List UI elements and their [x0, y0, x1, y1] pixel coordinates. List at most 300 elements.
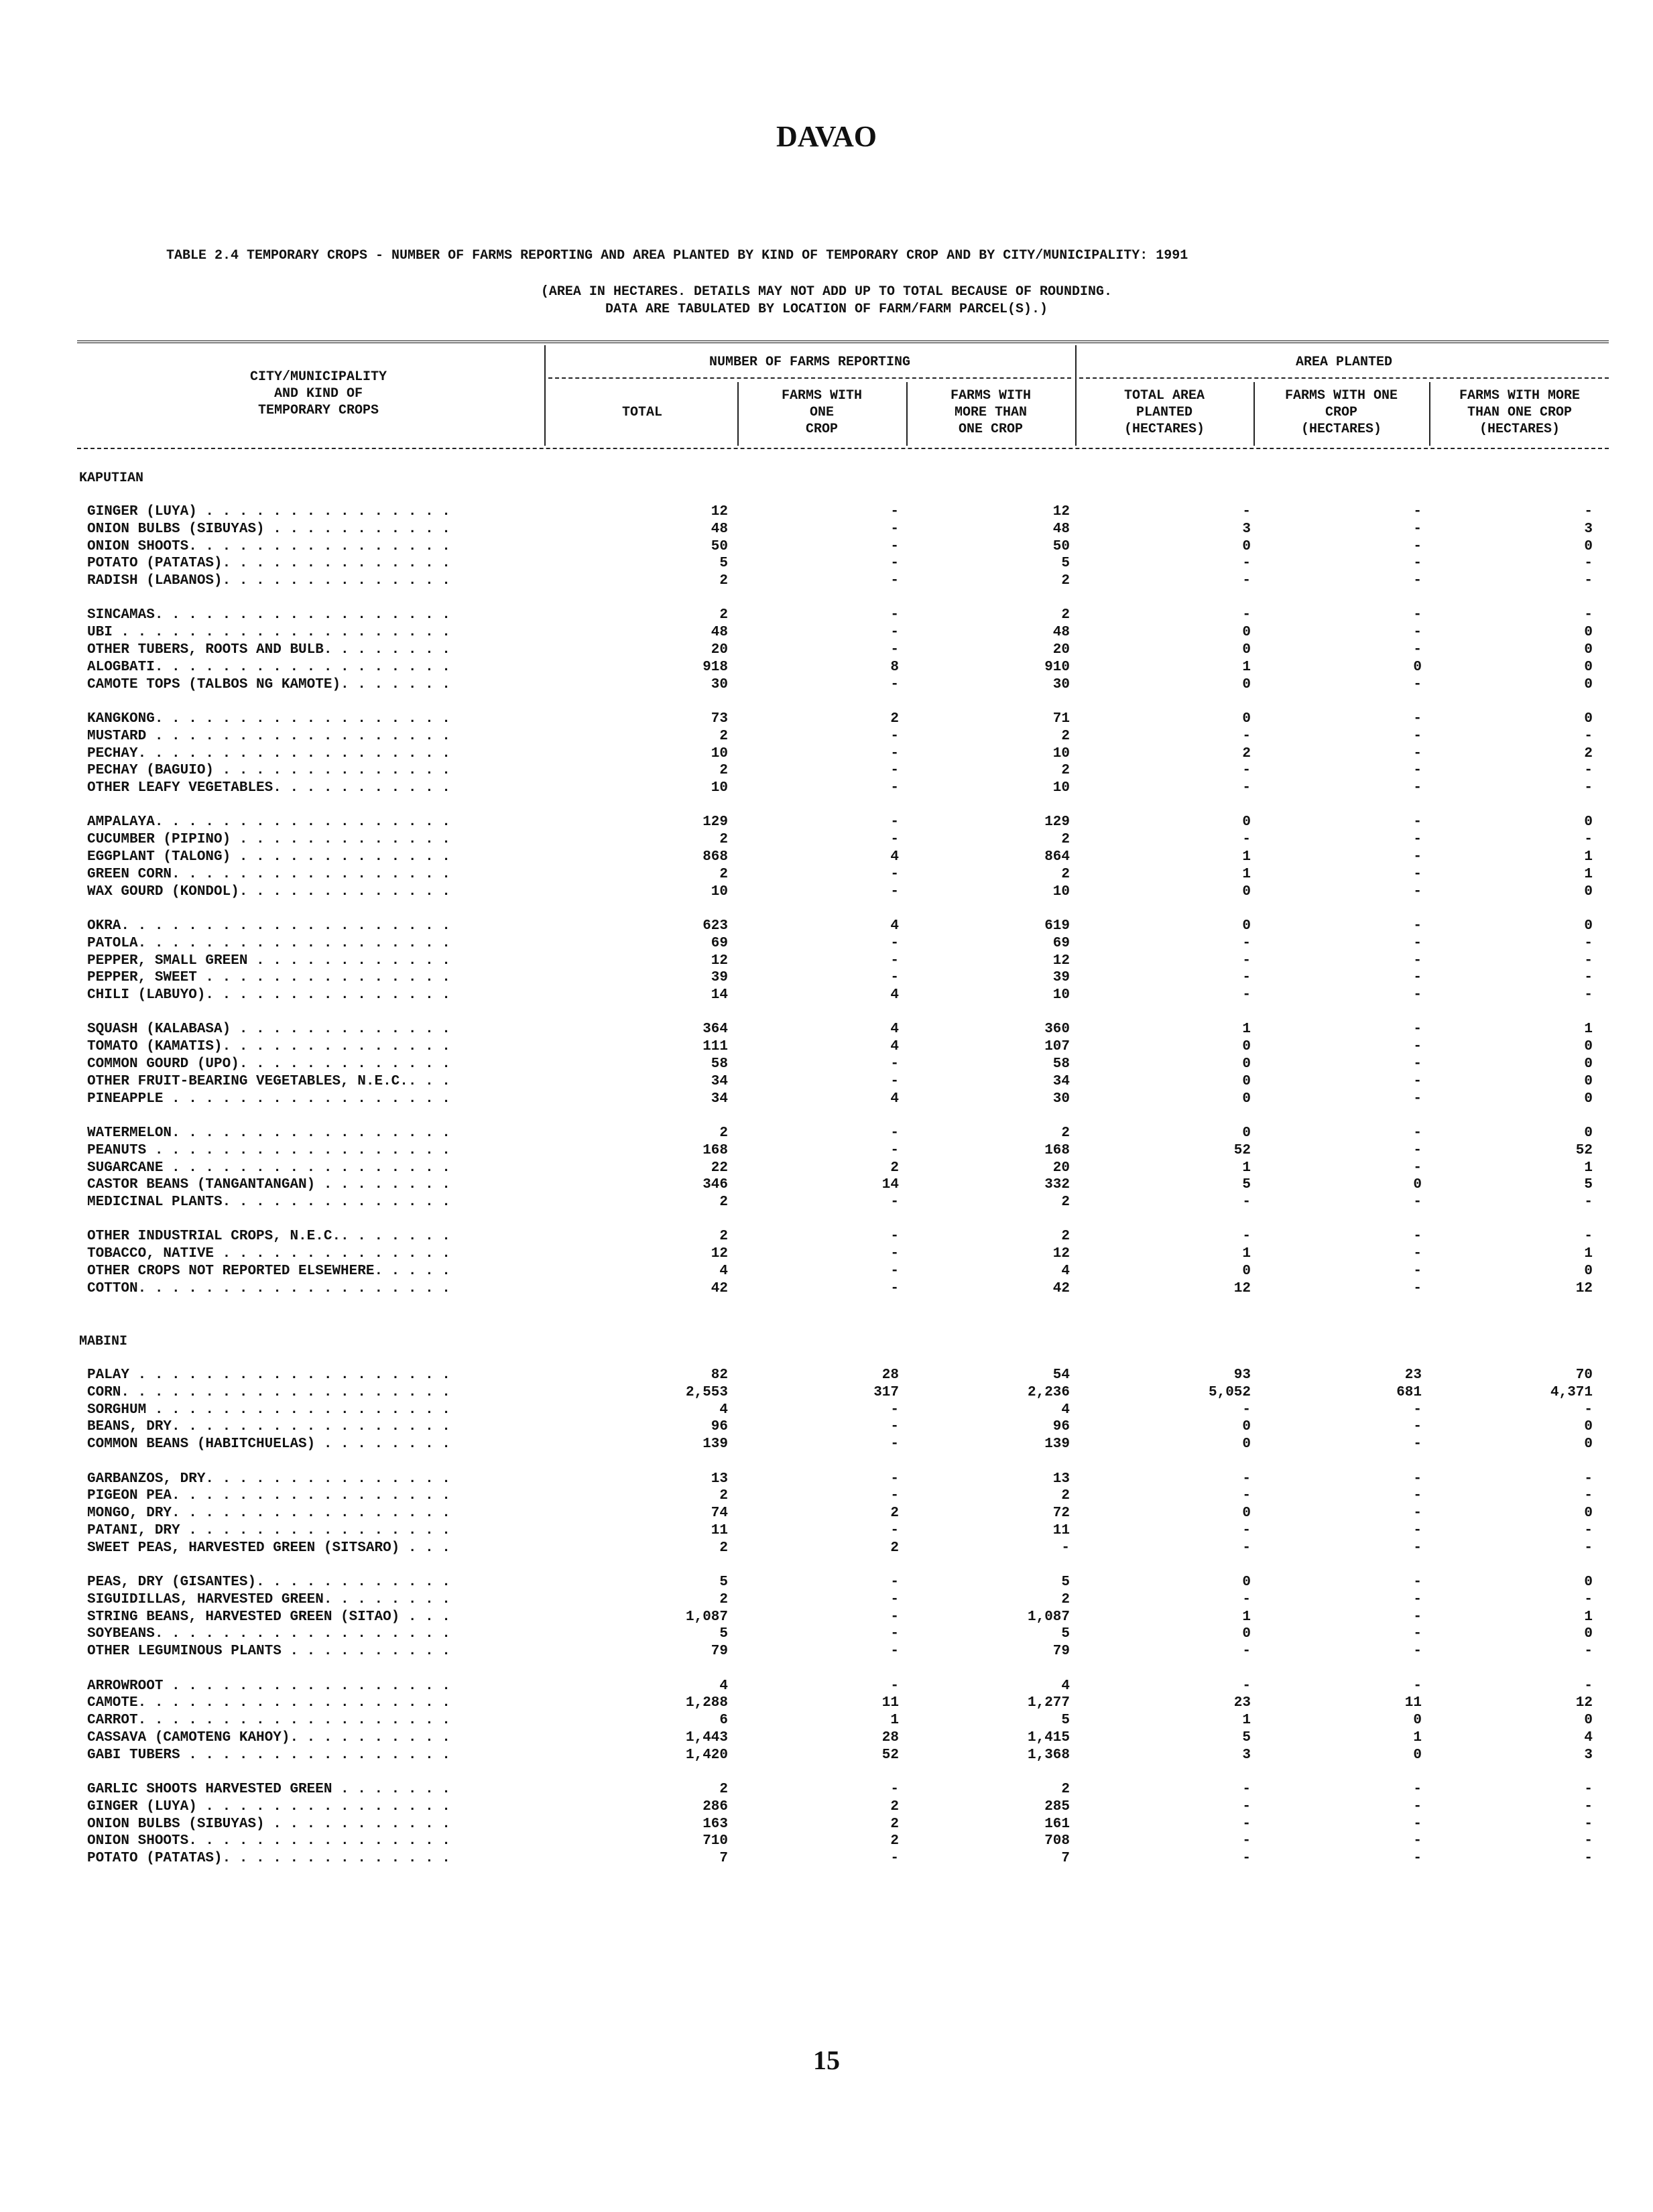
farms-more-cell: 1,277	[1027, 1695, 1070, 1711]
farms-more-cell: 4	[1061, 1402, 1070, 1418]
area-one-cell: -	[1413, 573, 1422, 589]
farms-more-cell: 2	[1061, 573, 1070, 589]
table-row	[0, 832, 1653, 849]
area-one-cell: -	[1413, 1609, 1422, 1625]
area-more-cell: 0	[1584, 642, 1593, 658]
crop-name: OTHER TUBERS, ROOTS AND BULB. . . . . . . .	[87, 642, 450, 658]
farms-more-cell: 2	[1061, 1592, 1070, 1607]
area-one-cell: -	[1413, 746, 1422, 761]
area-one-cell: -	[1413, 1160, 1422, 1176]
table-row	[0, 1747, 1653, 1765]
area-one-cell: -	[1413, 1575, 1422, 1590]
area-more-cell: 0	[1584, 1436, 1593, 1452]
table-row	[0, 780, 1653, 798]
area-total-cell: -	[1242, 1229, 1251, 1244]
area-more-cell: 1	[1584, 867, 1593, 882]
table-row	[0, 1506, 1653, 1523]
farms-more-cell: 2	[1061, 832, 1070, 847]
crop-name: ONION SHOOTS. . . . . . . . . . . . . . . .	[87, 1833, 450, 1849]
table-note-line1: (AREA IN HECTARES. DETAILS MAY NOT ADD UP TO TOTAL BECAUSE OF ROUNDING.	[540, 284, 1113, 300]
crop-name: PECHAY (BAGUIO) . . . . . . . . . . . . . .	[87, 763, 450, 778]
total-cell: 918	[702, 660, 728, 675]
area-total-cell: -	[1242, 1471, 1251, 1487]
crop-name: OKRA. . . . . . . . . . . . . . . . . . . .	[87, 918, 450, 934]
table-row	[0, 729, 1653, 746]
table-row	[0, 884, 1653, 902]
area-total-cell: 3	[1242, 1747, 1251, 1763]
farms-more-cell: 285	[1044, 1799, 1070, 1815]
crop-name: AMPALAYA. . . . . . . . . . . . . . . . . .	[87, 814, 450, 830]
area-more-cell: 0	[1584, 1419, 1593, 1434]
crop-name: MONGO, DRY. . . . . . . . . . . . . . . . .	[87, 1506, 450, 1521]
total-header: TOTAL	[621, 405, 662, 420]
farms-more-cell: 58	[1052, 1056, 1070, 1072]
area-more-cell: 12	[1575, 1281, 1593, 1296]
table-row	[0, 573, 1653, 591]
area-more-cell: -	[1584, 1523, 1593, 1538]
area-more-cell: -	[1584, 1194, 1593, 1210]
farms-one-cell: -	[890, 970, 899, 985]
crop-name: GARLIC SHOOTS HARVESTED GREEN . . . . . . .	[87, 1782, 450, 1797]
total-cell: 7	[719, 1851, 728, 1866]
total-cell: 2	[719, 729, 728, 744]
header-top-rule	[77, 341, 1609, 343]
area-total-cell: 5	[1242, 1730, 1251, 1745]
area-more-cell: 0	[1584, 1056, 1593, 1072]
total-cell: 10	[711, 884, 728, 900]
area-more-cell: 5	[1584, 1177, 1593, 1192]
area-more-cell: -	[1584, 1471, 1593, 1487]
farms-more-cell: 12	[1052, 504, 1070, 519]
farms-one-cell: -	[890, 504, 899, 519]
farms-one-cell: -	[890, 1523, 899, 1538]
total-cell: 346	[702, 1177, 728, 1192]
farms-one-cell: -	[890, 1575, 899, 1590]
area-more-cell: -	[1584, 832, 1593, 847]
farms-one-header: FARMS WITH ONE CROP	[781, 388, 863, 437]
area-more-cell: -	[1584, 607, 1593, 623]
total-cell: 710	[702, 1833, 728, 1849]
area-more-cell: -	[1584, 1678, 1593, 1694]
area-one-cell: -	[1413, 625, 1422, 640]
total-cell: 2	[719, 763, 728, 778]
area-one-cell: 0	[1413, 1177, 1422, 1192]
crop-name: ONION SHOOTS. . . . . . . . . . . . . . . .	[87, 539, 450, 554]
area-one-cell: 681	[1396, 1385, 1422, 1400]
crop-name: PEPPER, SMALL GREEN . . . . . . . . . . . .	[87, 953, 450, 969]
area-one-cell: -	[1413, 1039, 1422, 1054]
area-more-cell: -	[1584, 556, 1593, 571]
farms-one-cell: -	[890, 1056, 899, 1072]
farms-one-cell: -	[890, 607, 899, 623]
area-total-cell: 0	[1242, 1091, 1251, 1107]
farms-one-cell: -	[890, 832, 899, 847]
total-cell: 2	[719, 1488, 728, 1503]
area-more-cell: 0	[1584, 1575, 1593, 1590]
farms-one-cell: -	[890, 1644, 899, 1659]
area-one-cell: -	[1413, 1626, 1422, 1642]
area-one-cell: 23	[1404, 1367, 1422, 1383]
area-one-cell: -	[1413, 504, 1422, 519]
table-row	[0, 867, 1653, 884]
group-farms-rule	[548, 377, 1071, 379]
total-cell: 22	[711, 1160, 728, 1176]
total-cell: 73	[711, 711, 728, 727]
area-one-cell: -	[1413, 1436, 1422, 1452]
section-title: KAPUTIAN	[79, 471, 144, 486]
table-row	[0, 1851, 1653, 1868]
crop-name: PEANUTS . . . . . . . . . . . . . . . . . .	[87, 1143, 450, 1158]
total-cell: 58	[711, 1056, 728, 1072]
area-one-cell: -	[1413, 832, 1422, 847]
farms-more-cell: 7	[1061, 1851, 1070, 1866]
farms-one-cell: 2	[890, 711, 899, 727]
farms-more-cell: 5	[1061, 1575, 1070, 1590]
crop-name: PATOLA. . . . . . . . . . . . . . . . . . .	[87, 936, 450, 951]
table-row	[0, 1039, 1653, 1056]
farms-more-cell: 1,415	[1027, 1730, 1070, 1745]
area-total-cell: -	[1242, 504, 1251, 519]
total-cell: 1,288	[685, 1695, 728, 1711]
area-total-cell: -	[1242, 970, 1251, 985]
area-more-cell: 1	[1584, 1160, 1593, 1176]
table-row	[0, 1056, 1653, 1074]
area-total-cell: 1	[1242, 1713, 1251, 1728]
area-more-cell: 0	[1584, 814, 1593, 830]
area-total-cell: 23	[1233, 1695, 1251, 1711]
area-more-cell: 1	[1584, 849, 1593, 865]
area-more-cell: 0	[1584, 1713, 1593, 1728]
crop-name: ALOGBATI. . . . . . . . . . . . . . . . . .	[87, 660, 450, 675]
area-one-cell: 0	[1413, 1747, 1422, 1763]
table-row	[0, 1229, 1653, 1246]
table-row	[0, 849, 1653, 867]
crop-name: CORN. . . . . . . . . . . . . . . . . . . .	[87, 1385, 450, 1400]
farms-more-cell: 72	[1052, 1506, 1070, 1521]
area-more-cell: -	[1584, 1229, 1593, 1244]
farms-more-cell: 2	[1061, 763, 1070, 778]
crop-name: STRING BEANS, HARVESTED GREEN (SITAO) . . .	[87, 1609, 450, 1625]
table-row	[0, 1281, 1653, 1298]
crop-name: SIGUIDILLAS, HARVESTED GREEN. . . . . . . .	[87, 1592, 450, 1607]
total-cell: 1,420	[685, 1747, 728, 1763]
region-title: DAVAO	[776, 120, 877, 153]
area-one-cell: -	[1413, 1091, 1422, 1107]
farms-more-cell: 54	[1052, 1367, 1070, 1383]
area-total-cell: 5	[1242, 1177, 1251, 1192]
area-total-cell: 0	[1242, 677, 1251, 692]
area-total-cell: -	[1242, 1488, 1251, 1503]
table-row	[0, 936, 1653, 953]
farms-more-cell: 2	[1061, 1194, 1070, 1210]
area-total-cell: -	[1242, 1799, 1251, 1815]
area-more-cell: -	[1584, 936, 1593, 951]
farms-more-cell: 42	[1052, 1281, 1070, 1296]
area-one-cell: -	[1413, 1022, 1422, 1037]
crop-name: ONION BULBS (SIBUYAS) . . . . . . . . . . .	[87, 521, 450, 537]
area-more-cell: 1	[1584, 1609, 1593, 1625]
area-one-cell: -	[1413, 1799, 1422, 1815]
crop-name: COMMON GOURD (UPO). . . . . . . . . . . . .	[87, 1056, 450, 1072]
crop-name: OTHER LEGUMINOUS PLANTS . . . . . . . . . .	[87, 1644, 450, 1659]
area-more-cell: -	[1584, 1592, 1593, 1607]
area-total-cell: -	[1242, 987, 1251, 1003]
farms-more-cell: 864	[1044, 849, 1070, 865]
area-total-cell: -	[1242, 763, 1251, 778]
farms-one-cell: -	[890, 729, 899, 744]
area-more-cell: 0	[1584, 539, 1593, 554]
crop-name: SORGHUM . . . . . . . . . . . . . . . . . .	[87, 1402, 450, 1418]
table-row	[0, 746, 1653, 763]
table-row	[0, 1488, 1653, 1506]
area-total-cell: -	[1242, 1592, 1251, 1607]
section-title: MABINI	[79, 1334, 128, 1349]
area-total-cell: -	[1242, 936, 1251, 951]
table-title: TABLE 2.4 TEMPORARY CROPS - NUMBER OF FARMS REPORTING AND AREA PLANTED BY KIND OF TEMPORARY CROP AND BY CITY/MUNICIPALITY: 1991	[166, 248, 1188, 263]
total-cell: 30	[711, 677, 728, 692]
area-total-cell: 0	[1242, 918, 1251, 934]
table-row	[0, 1540, 1653, 1558]
farms-one-cell: -	[890, 867, 899, 882]
crop-name: TOMATO (KAMATIS). . . . . . . . . . . . . .	[87, 1039, 450, 1054]
farms-one-cell: -	[890, 1229, 899, 1244]
area-total-cell: -	[1242, 1782, 1251, 1797]
farms-more-cell: 2	[1061, 1488, 1070, 1503]
farms-one-cell: -	[890, 746, 899, 761]
farms-one-cell: -	[890, 1246, 899, 1262]
table-row	[0, 1177, 1653, 1194]
crop-name: SWEET PEAS, HARVESTED GREEN (SITSARO) . . .	[87, 1540, 450, 1556]
farms-more-cell: 12	[1052, 953, 1070, 969]
table-row	[0, 1246, 1653, 1264]
area-total-cell: -	[1242, 729, 1251, 744]
table-row	[0, 1194, 1653, 1212]
farms-one-cell: 2	[890, 1506, 899, 1521]
farms-more-cell: 34	[1052, 1074, 1070, 1089]
area-one-cell: -	[1413, 987, 1422, 1003]
area-more-cell: 4	[1584, 1730, 1593, 1745]
farms-more-cell: 4	[1061, 1264, 1070, 1279]
total-cell: 2	[719, 573, 728, 589]
area-total-cell: 1	[1242, 1160, 1251, 1176]
crop-name: RADISH (LABANOS). . . . . . . . . . . . . .	[87, 573, 450, 589]
area-one-cell: -	[1413, 1229, 1422, 1244]
area-one-cell: -	[1413, 936, 1422, 951]
farms-one-cell: -	[890, 1402, 899, 1418]
crop-name: SQUASH (KALABASA) . . . . . . . . . . . . .	[87, 1022, 450, 1037]
farms-one-cell: -	[890, 642, 899, 658]
area-more-cell: -	[1584, 504, 1593, 519]
crop-name: COTTON. . . . . . . . . . . . . . . . . . .	[87, 1281, 450, 1296]
total-cell: 5	[719, 1626, 728, 1642]
group-area-rule	[1079, 377, 1609, 379]
area-total-cell: -	[1242, 1678, 1251, 1694]
farms-one-cell: -	[890, 1592, 899, 1607]
area-total-cell: 0	[1242, 539, 1251, 554]
crop-name: WATERMELON. . . . . . . . . . . . . . . . .	[87, 1125, 450, 1141]
crop-name: CASTOR BEANS (TANGANTANGAN) . . . . . . . .	[87, 1177, 450, 1192]
farms-one-cell: 52	[881, 1747, 899, 1763]
area-one-cell: -	[1413, 1264, 1422, 1279]
area-one-cell: -	[1413, 953, 1422, 969]
farms-one-cell: -	[890, 1609, 899, 1625]
crop-name: POTATO (PATATAS). . . . . . . . . . . . . .	[87, 556, 450, 571]
area-one-cell: 1	[1413, 1730, 1422, 1745]
crop-name: PECHAY. . . . . . . . . . . . . . . . . . .	[87, 746, 450, 761]
area-more-cell: 0	[1584, 677, 1593, 692]
area-one-header: FARMS WITH ONE CROP (HECTARES)	[1284, 388, 1398, 437]
farms-more-cell: 10	[1052, 746, 1070, 761]
area-one-cell: -	[1413, 1782, 1422, 1797]
area-more-cell: 0	[1584, 1125, 1593, 1141]
total-cell: 168	[702, 1143, 728, 1158]
area-more-cell: 0	[1584, 1626, 1593, 1642]
area-total-cell: 0	[1242, 1575, 1251, 1590]
farms-more-cell: 13	[1052, 1471, 1070, 1487]
table-note-line2: DATA ARE TABULATED BY LOCATION OF FARM/FARM PARCEL(S).)	[605, 302, 1048, 317]
farms-one-cell: -	[890, 814, 899, 830]
farms-more-cell: 11	[1052, 1523, 1070, 1538]
farms-one-cell: -	[890, 1678, 899, 1694]
farms-one-cell: 2	[890, 1817, 899, 1832]
crop-name: ONION BULBS (SIBUYAS) . . . . . . . . . . .	[87, 1817, 450, 1832]
total-cell: 12	[711, 504, 728, 519]
total-cell: 2	[719, 1540, 728, 1556]
area-more-cell: -	[1584, 1540, 1593, 1556]
area-one-cell: -	[1413, 1523, 1422, 1538]
farms-more-cell: 12	[1052, 1246, 1070, 1262]
area-total-cell: 2	[1242, 746, 1251, 761]
area-total-cell: 1	[1242, 1246, 1251, 1262]
area-one-cell: -	[1413, 814, 1422, 830]
area-one-cell: -	[1413, 1281, 1422, 1296]
table-row	[0, 677, 1653, 694]
area-more-cell: -	[1584, 1799, 1593, 1815]
farms-more-cell: 360	[1044, 1022, 1070, 1037]
farms-more-header: FARMS WITH MORE THAN ONE CROP	[950, 388, 1032, 437]
total-cell: 34	[711, 1091, 728, 1107]
crop-name: OTHER LEAFY VEGETABLES. . . . . . . . . . .	[87, 780, 450, 796]
total-cell: 4	[719, 1678, 728, 1694]
table-row	[0, 1074, 1653, 1091]
area-one-cell: 0	[1413, 1713, 1422, 1728]
farms-group-header: NUMBER OF FARMS REPORTING	[709, 355, 911, 370]
table-row	[0, 763, 1653, 780]
table-row	[0, 1644, 1653, 1661]
farms-more-cell: 30	[1052, 1091, 1070, 1107]
farms-one-cell: -	[890, 1264, 899, 1279]
total-cell: 139	[702, 1436, 728, 1452]
area-more-cell: -	[1584, 729, 1593, 744]
farms-one-cell: -	[890, 884, 899, 900]
total-cell: 10	[711, 780, 728, 796]
area-more-cell: -	[1584, 1851, 1593, 1866]
area-one-cell: -	[1413, 607, 1422, 623]
farms-more-cell: 48	[1052, 625, 1070, 640]
table-row	[0, 556, 1653, 573]
crop-name: OTHER INDUSTRIAL CROPS, N.E.C.. . . . . . .	[87, 1229, 450, 1244]
table-row	[0, 1799, 1653, 1817]
area-one-cell: -	[1413, 642, 1422, 658]
table-row	[0, 607, 1653, 625]
area-one-cell: -	[1413, 1488, 1422, 1503]
farms-one-cell: -	[890, 1782, 899, 1797]
total-cell: 82	[711, 1367, 728, 1383]
total-cell: 11	[711, 1523, 728, 1538]
total-cell: 5	[719, 1575, 728, 1590]
farms-one-cell: -	[890, 677, 899, 692]
total-cell: 2	[719, 1592, 728, 1607]
farms-one-cell: -	[890, 521, 899, 537]
area-one-cell: -	[1413, 1644, 1422, 1659]
area-more-cell: 2	[1584, 746, 1593, 761]
table-row	[0, 1626, 1653, 1644]
crop-name: EGGPLANT (TALONG) . . . . . . . . . . . . .	[87, 849, 450, 865]
table-row	[0, 1523, 1653, 1540]
farms-one-cell: 4	[890, 987, 899, 1003]
area-one-cell: -	[1413, 1833, 1422, 1849]
farms-one-cell: -	[890, 556, 899, 571]
area-one-cell: -	[1413, 918, 1422, 934]
crop-name: CASSAVA (CAMOTENG KAHOY). . . . . . . . . .	[87, 1730, 450, 1745]
table-row	[0, 1143, 1653, 1160]
area-one-cell: -	[1413, 1194, 1422, 1210]
area-one-cell: -	[1413, 729, 1422, 744]
area-total-cell: 0	[1242, 1125, 1251, 1141]
area-total-cell: 0	[1242, 884, 1251, 900]
area-total-cell: -	[1242, 780, 1251, 796]
farms-one-cell: -	[890, 1125, 899, 1141]
area-total-cell: -	[1242, 832, 1251, 847]
crop-name: MUSTARD . . . . . . . . . . . . . . . . . .	[87, 729, 450, 744]
farms-one-cell: -	[890, 763, 899, 778]
farms-one-cell: 14	[881, 1177, 899, 1192]
total-cell: 111	[702, 1039, 728, 1054]
area-one-cell: -	[1413, 1592, 1422, 1607]
farms-one-cell: -	[890, 1419, 899, 1434]
total-cell: 4	[719, 1402, 728, 1418]
crop-name: SUGARCANE . . . . . . . . . . . . . . . . .	[87, 1160, 450, 1176]
table-row	[0, 1609, 1653, 1627]
area-total-cell: -	[1242, 1851, 1251, 1866]
page-number: 15	[813, 2045, 840, 2075]
farms-one-cell: -	[890, 953, 899, 969]
area-total-cell: -	[1242, 1644, 1251, 1659]
farms-one-cell: 4	[890, 1022, 899, 1037]
total-cell: 39	[711, 970, 728, 985]
table-row	[0, 1264, 1653, 1281]
area-one-cell: -	[1413, 1074, 1422, 1089]
farms-more-cell: 139	[1044, 1436, 1070, 1452]
area-more-cell: 70	[1575, 1367, 1593, 1383]
area-one-cell: -	[1413, 780, 1422, 796]
farms-more-cell: 161	[1044, 1817, 1070, 1832]
farms-more-cell: 2	[1061, 729, 1070, 744]
table-row	[0, 539, 1653, 556]
total-cell: 2	[719, 1782, 728, 1797]
total-cell: 2	[719, 867, 728, 882]
table-row	[0, 970, 1653, 987]
area-total-cell: 5,052	[1208, 1385, 1251, 1400]
total-cell: 623	[702, 918, 728, 934]
stub-header: CITY/MUNICIPALITY AND KIND OF TEMPORARY CROPS	[249, 369, 387, 418]
area-one-cell: -	[1413, 1506, 1422, 1521]
farms-more-cell: 10	[1052, 987, 1070, 1003]
crop-name: GINGER (LUYA) . . . . . . . . . . . . . . .	[87, 504, 450, 519]
total-cell: 2	[719, 1125, 728, 1141]
table-row	[0, 1436, 1653, 1454]
table-row	[0, 1575, 1653, 1592]
